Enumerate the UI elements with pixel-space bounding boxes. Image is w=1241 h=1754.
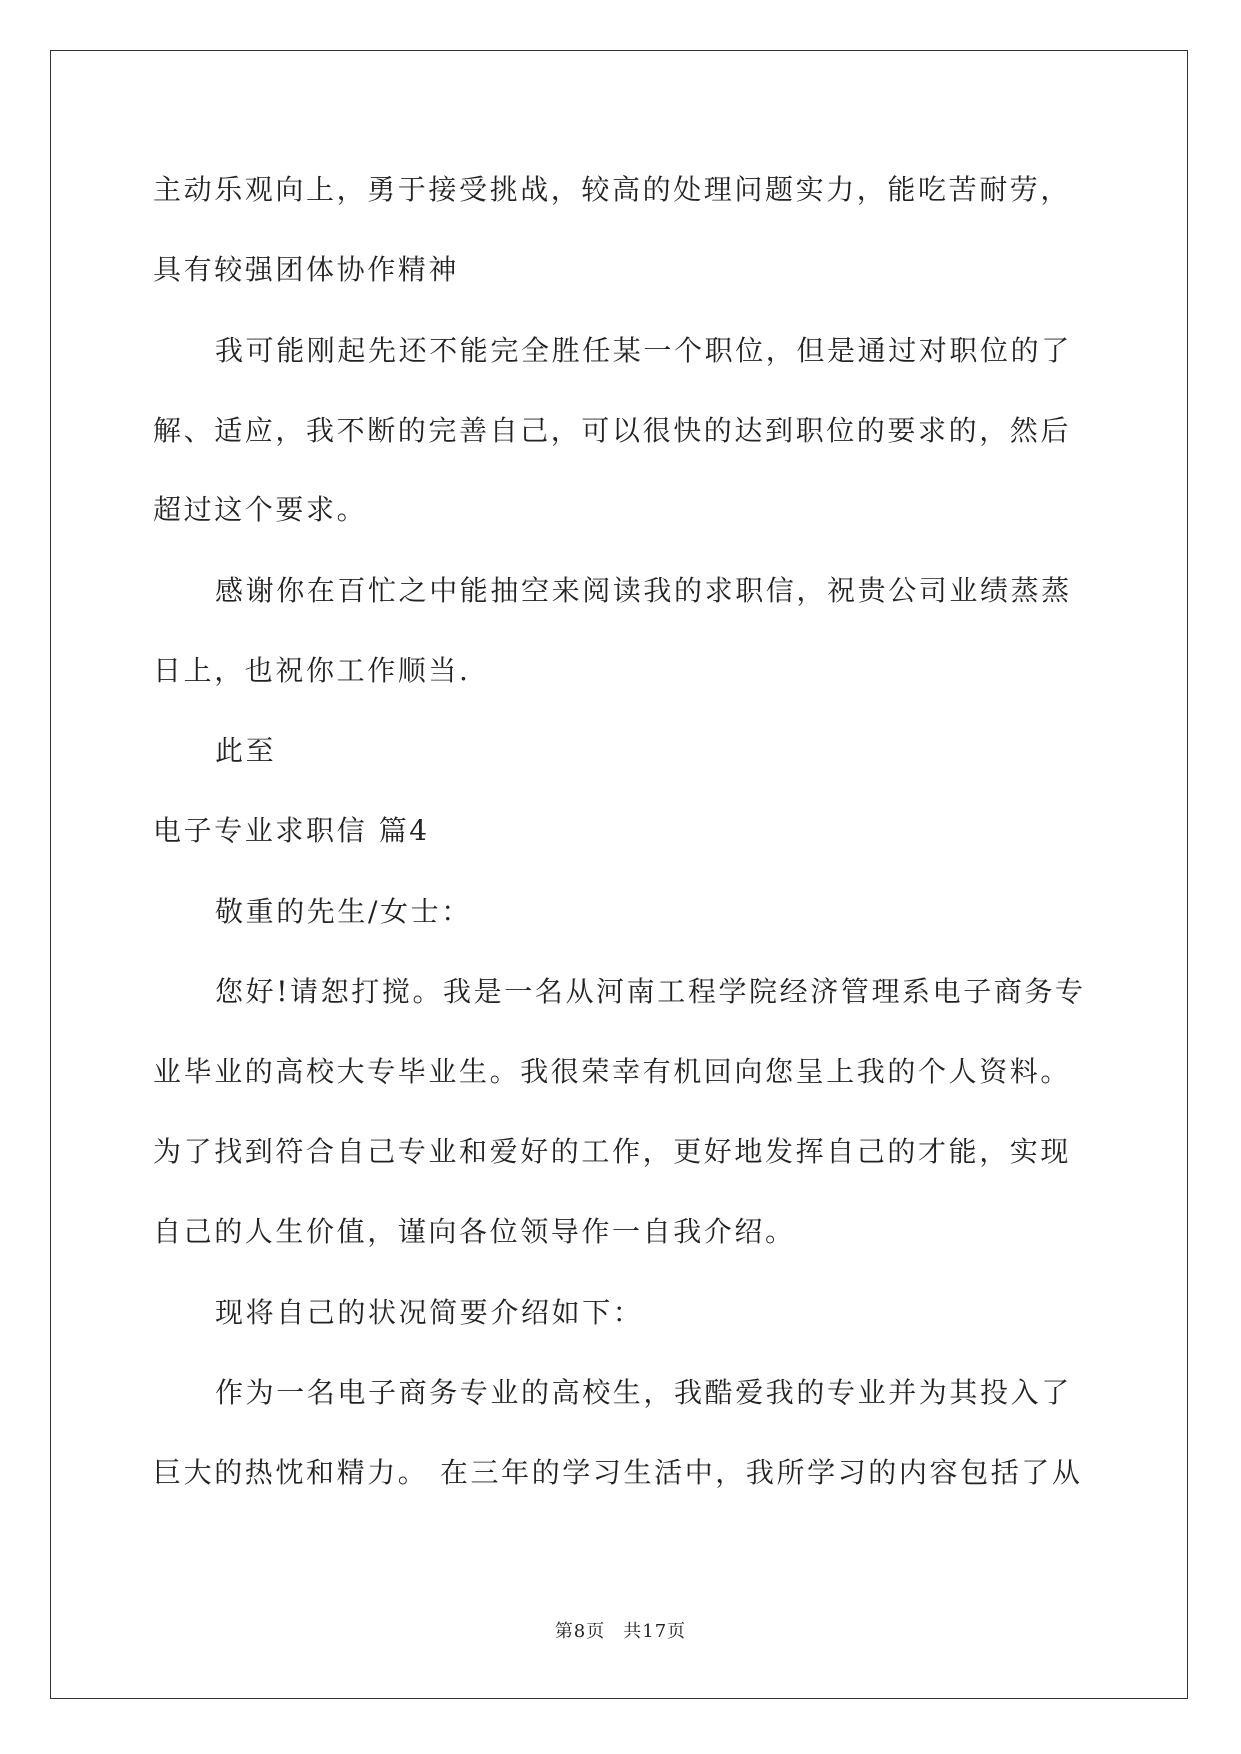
paragraph-line: 主动乐观向上，勇于接受挑战，较高的处理问题实力，能吃苦耐劳， bbox=[153, 173, 1072, 206]
paragraph-line: 解、适应，我不断的完善自己，可以很快的达到职位的要求的，然后 bbox=[153, 414, 1072, 447]
page-number: 第8页 bbox=[554, 1621, 606, 1642]
page-footer bbox=[0, 1620, 1241, 1644]
paragraph-line: 巨大的热忱和精力。 在三年的学习生活中，我所学习的内容包括了从 bbox=[153, 1456, 1083, 1489]
paragraph-line: 日上，也祝你工作顺当. bbox=[153, 654, 471, 687]
closing-text: 此至 bbox=[215, 734, 277, 767]
salutation: 敬重的先生/女士： bbox=[215, 895, 472, 928]
paragraph-line: 现将自己的状况简要介绍如下： bbox=[215, 1296, 644, 1329]
page-total: 共17页 bbox=[623, 1621, 687, 1642]
paragraph-line: 您好!请恕打搅。我是一名从河南工程学院经济管理系电子商务专 bbox=[215, 975, 1086, 1008]
paragraph-line: 我可能刚起先还不能完全胜任某一个职位，但是通过对职位的了 bbox=[215, 334, 1072, 367]
paragraph-line: 自己的人生价值，谨向各位领导作一自我介绍。 bbox=[153, 1215, 796, 1248]
page-border bbox=[50, 50, 1188, 1699]
section-heading: 电子专业求职信 篇4 bbox=[153, 814, 430, 847]
paragraph-line: 业毕业的高校大专毕业生。我很荣幸有机回向您呈上我的个人资料。 bbox=[153, 1055, 1072, 1088]
paragraph-line: 具有较强团体协作精神 bbox=[153, 253, 460, 286]
paragraph-line: 超过这个要求。 bbox=[153, 493, 368, 526]
paragraph-line: 感谢你在百忙之中能抽空来阅读我的求职信，祝贵公司业绩蒸蒸 bbox=[215, 574, 1072, 607]
paragraph-line: 作为一名电子商务专业的高校生，我酷爱我的专业并为其投入了 bbox=[215, 1376, 1072, 1409]
paragraph-line: 为了找到符合自己专业和爱好的工作，更好地发挥自己的才能，实现 bbox=[153, 1135, 1072, 1168]
